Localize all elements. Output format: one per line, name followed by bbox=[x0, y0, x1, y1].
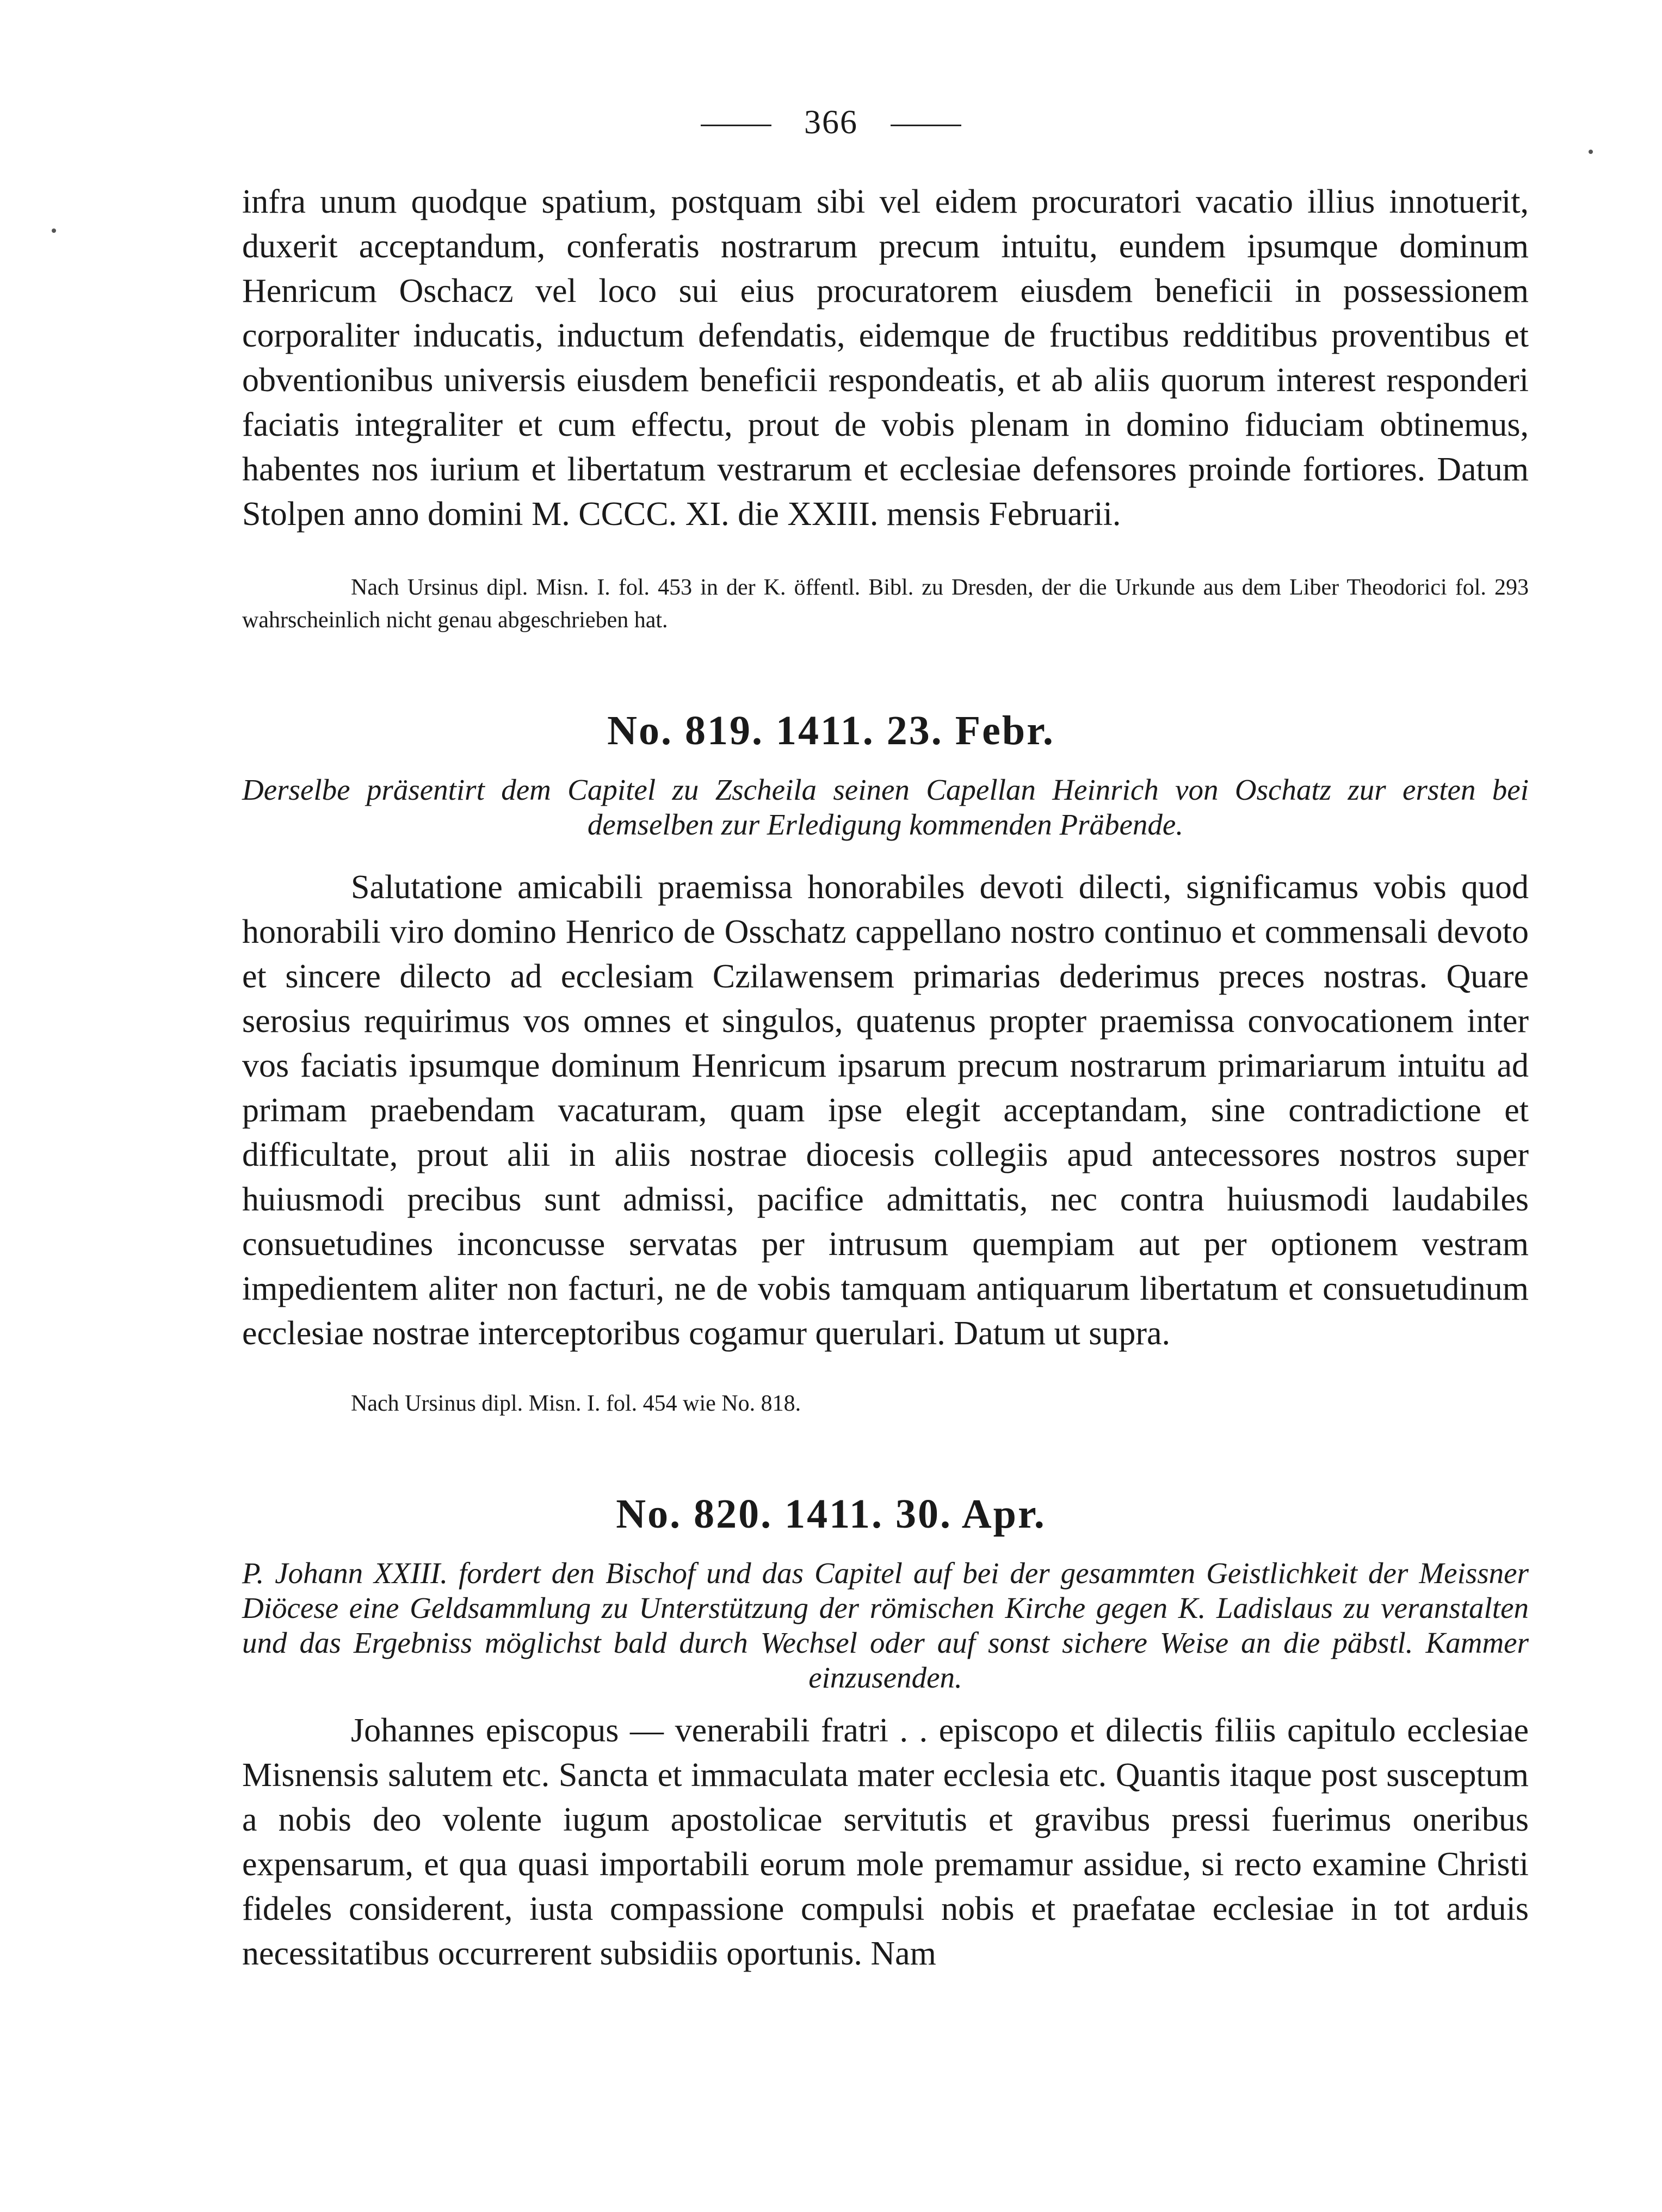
entry-heading-820: No. 820. 1411. 30. Apr. bbox=[616, 1491, 1046, 1537]
scan-speck bbox=[1589, 150, 1593, 154]
header-rule-left bbox=[701, 125, 771, 126]
source-note-819: Nach Ursinus dipl. Misn. I. fol. 454 wie No. 818. bbox=[351, 1391, 801, 1416]
scan-speck bbox=[52, 228, 56, 233]
entry-text-819: Salutatione amicabili praemissa honorabiles devoti dilecti, significamus vobis quod honorabili viro domino Henrico de Osschatz cappellano nostro continuo et commensali devoto et sincere dilecto ad ecclesiam Czilawensem primarias dederimus preces nostras. Quare serosius requirimus vos omnes et singulos, quatenus propter praemissa convocationem inter vos faciatis ipsumque dominum Henricum ipsarum precum nostrarum primariarum intuitu ad primam praebendam vacaturam, quam ipse elegit acceptandam, sine contradictione et difficultate, prout alii in aliis nostrae diocesis collegiis apud antecessores nostros super huiusmodi precibus sunt admissi, pacifice admittatis, nec contra huiusmodi laudabiles consuetudines inconcusse servatas per intrusum quempiam aut per optionem vestram impedientem aliter non facturi, ne de vobis tamquam antiquarum libertatum et consuetudinum ecclesiae nostrae interceptoribus cogamur querulari. Datum ut supra. bbox=[242, 869, 1529, 1352]
entry-text-820: Johannes episcopus — venerabili fratri . . episcopo et dilectis filiis capitulo ecclesiae Misnensis salutem etc. Sancta et immaculata mater ecclesia etc. Quantis itaque post susceptum a nobis deo volente iugum apostolicae servitutis et gravibus pressi fuerimus oneribus expensarum, et qua quasi importabili eorum mole premamur assidue, si recto examine Christi fideles considerent, iusta compassione compulsi nobis et praefatae ecclesiae in tot arduis necessitatibus occurrerent subsidiis oportunis. Nam bbox=[242, 1712, 1529, 1972]
source-note-818: Nach Ursinus dipl. Misn. I. fol. 453 in der K. öffentl. Bibl. zu Dresden, der die Urkunde aus dem Liber Theodorici fol. 293 wahrscheinlich nicht genau abgeschrieben hat. bbox=[242, 575, 1529, 633]
page-number: 366 bbox=[804, 104, 858, 141]
entry-heading-819: No. 819. 1411. 23. Febr. bbox=[607, 708, 1055, 753]
entry-summary-820: P. Johann XXIII. fordert den Bischof und das Capitel auf bei der gesammten Geistlichkeit der Meissner Diöcese eine Geldsammlung zu Unterstützung der römischen Kirche gegen K. Ladislaus zu veranstalten und das Ergebniss möglichst bald durch Wechsel oder auf sonst sichere Weise an die päbstl. Kammer einzusenden. bbox=[242, 1556, 1529, 1694]
continuation-paragraph: infra unum quodque spatium, postquam sibi vel eidem procuratori vacatio illius innotuerit, duxerit acceptandum, conferatis nostrarum precum intuitu, eundem ipsumque dominum Henricum Oschacz vel loco sui eius procuratorem eiusdem beneficii in possessionem corporaliter inducatis, inductum defendatis, eidemque de fructibus redditibus proventibus et obventionibus universis eiusdem beneficii respondeatis, et ab aliis quorum interest responderi faciatis integraliter et cum effectu, prout de vobis plenam in domino fiduciam obtinemus, habentes nos iurium et libertatum vestrarum et ecclesiae defensores proinde fortiores. Datum Stolpen anno domini M. CCCC. XI. die XXIII. mensis Februarii. bbox=[242, 183, 1529, 533]
entry-summary-819: Derselbe präsentirt dem Capitel zu Zscheila seinen Capellan Heinrich von Oschatz zur ersten bei demselben zur Erledigung kommenden Präbende. bbox=[242, 773, 1529, 841]
header-rule-right bbox=[891, 125, 961, 126]
page-header bbox=[0, 103, 1662, 142]
